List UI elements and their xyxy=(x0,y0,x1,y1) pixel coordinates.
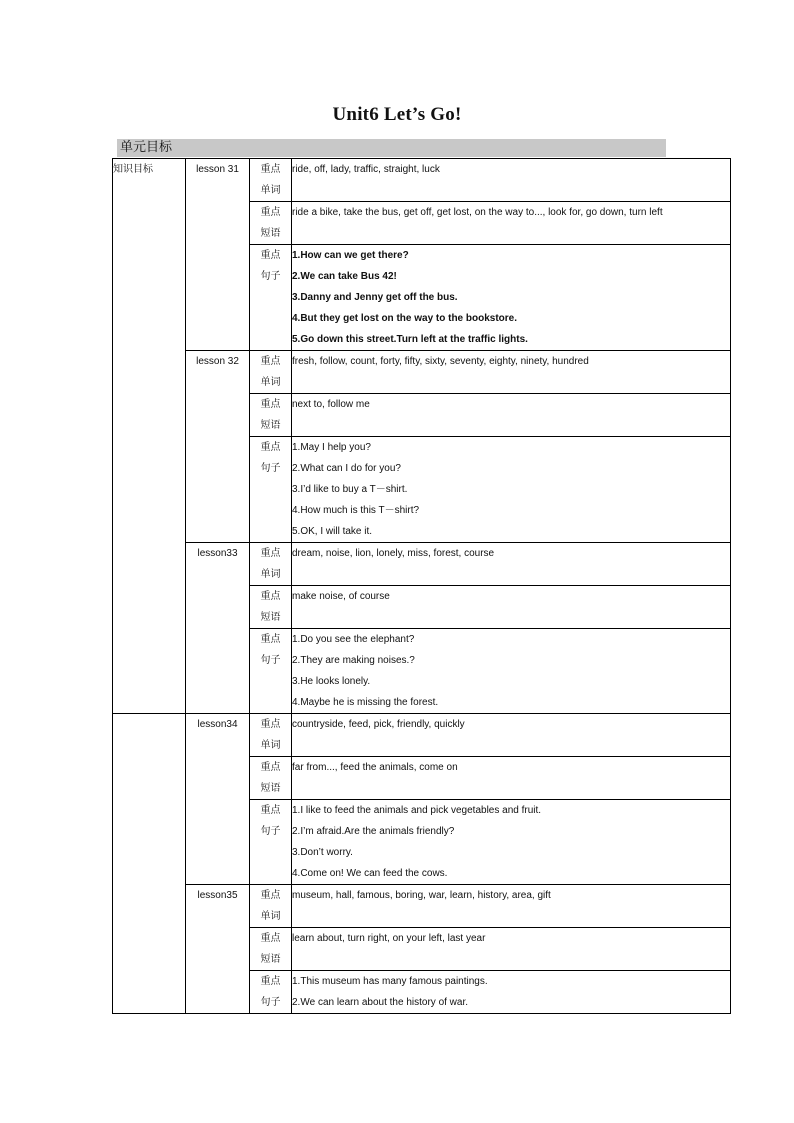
type-label-line: 单词 xyxy=(260,911,281,922)
type-label-sentences xyxy=(250,437,292,543)
type-label-line: 单词 xyxy=(260,185,281,196)
type-label-words xyxy=(250,543,292,586)
sentence-line: 5.OK, I will take it. xyxy=(292,526,373,537)
category-cell: 知识目标 xyxy=(113,159,186,714)
words-text: dream, noise, lion, lonely, miss, forest, course xyxy=(292,548,495,559)
words-text: countryside, feed, pick, friendly, quickly xyxy=(292,719,465,730)
content-words xyxy=(292,714,731,757)
sentence-line: 4.Maybe he is missing the forest. xyxy=(292,697,439,708)
sentence-line: 2.They are making noises.? xyxy=(292,655,415,666)
sentence-line: 2.I’m afraid.Are the animals friendly? xyxy=(292,826,455,837)
table-row xyxy=(113,159,731,202)
type-label-line: 重点 xyxy=(260,591,281,602)
type-label-words xyxy=(250,885,292,928)
type-label-line: 短语 xyxy=(260,420,281,431)
sentence-line: 3.He looks lonely. xyxy=(292,676,371,687)
content-sentences xyxy=(292,245,731,351)
type-label-line: 句子 xyxy=(260,463,281,474)
content-phrases xyxy=(292,928,731,971)
sentence-line: 1.I like to feed the animals and pick vegetables and fruit. xyxy=(292,805,542,816)
lesson-name: lesson 32 xyxy=(186,351,250,543)
category-cell-continued xyxy=(113,714,186,1014)
lesson-name: lesson35 xyxy=(186,885,250,1014)
type-label-line: 重点 xyxy=(260,164,281,175)
sentence-line: 4.Come on! We can feed the cows. xyxy=(292,868,448,879)
type-label-line: 单词 xyxy=(260,569,281,580)
phrases-text: ride a bike, take the bus, get off, get lost, on the way to..., look for, go down, turn left xyxy=(292,207,663,218)
sentence-line: 3.Danny and Jenny get off the bus. xyxy=(292,292,458,303)
table-row xyxy=(113,351,731,394)
sentence-line: 2.We can learn about the history of war. xyxy=(292,997,469,1008)
type-label-line: 重点 xyxy=(260,207,281,218)
sentence-line: 4.How much is this T－shirt? xyxy=(292,505,420,516)
table-row xyxy=(113,885,731,928)
phrases-text: far from..., feed the animals, come on xyxy=(292,762,458,773)
type-label-line: 重点 xyxy=(260,805,281,816)
type-label-line: 重点 xyxy=(260,933,281,944)
type-label-line: 重点 xyxy=(260,250,281,261)
type-label-sentences xyxy=(250,800,292,885)
table-row xyxy=(113,543,731,586)
type-label-phrases xyxy=(250,394,292,437)
type-label-line: 重点 xyxy=(260,634,281,645)
type-label-sentences xyxy=(250,245,292,351)
type-label-phrases xyxy=(250,586,292,629)
content-phrases xyxy=(292,394,731,437)
content-sentences xyxy=(292,971,731,1014)
phrases-text: next to, follow me xyxy=(292,399,370,410)
sentence-line: 1.May I help you? xyxy=(292,442,371,453)
type-label-sentences xyxy=(250,629,292,714)
sentence-line: 4.But they get lost on the way to the bookstore. xyxy=(292,313,518,324)
sentence-line: 1.This museum has many famous paintings. xyxy=(292,976,488,987)
section-header: 单元目标 xyxy=(117,139,666,157)
type-label-line: 句子 xyxy=(260,997,281,1008)
content-words xyxy=(292,885,731,928)
type-label-phrases xyxy=(250,202,292,245)
type-label-phrases xyxy=(250,757,292,800)
lesson-name: lesson34 xyxy=(186,714,250,885)
sentence-line: 3.I’d like to buy a T－shirt. xyxy=(292,484,408,495)
lesson-name: lesson 31 xyxy=(186,159,250,351)
type-label-words xyxy=(250,351,292,394)
sentence-line: 2.What can I do for you? xyxy=(292,463,401,474)
type-label-line: 单词 xyxy=(260,740,281,751)
sentence-line: 5.Go down this street.Turn left at the traffic lights. xyxy=(292,334,528,345)
table-row xyxy=(113,714,731,757)
type-label-line: 单词 xyxy=(260,377,281,388)
type-label-words xyxy=(250,159,292,202)
content-sentences xyxy=(292,437,731,543)
sentence-line: 2.We can take Bus 42! xyxy=(292,271,397,282)
type-label-line: 短语 xyxy=(260,612,281,623)
sentence-line: 3.Don’t worry. xyxy=(292,847,353,858)
lesson-name: lesson33 xyxy=(186,543,250,714)
type-label-line: 重点 xyxy=(260,719,281,730)
phrases-text: make noise, of course xyxy=(292,591,390,602)
content-phrases xyxy=(292,202,731,245)
sentence-line: 1.How can we get there? xyxy=(292,250,409,261)
type-label-phrases xyxy=(250,928,292,971)
page-title: Unit6 Let’s Go! xyxy=(332,104,462,125)
words-text: museum, hall, famous, boring, war, learn, history, area, gift xyxy=(292,890,551,901)
type-label-line: 重点 xyxy=(260,762,281,773)
type-label-line: 重点 xyxy=(260,356,281,367)
type-label-sentences xyxy=(250,971,292,1014)
type-label-line: 重点 xyxy=(260,442,281,453)
content-words xyxy=(292,543,731,586)
phrases-text: learn about, turn right, on your left, last year xyxy=(292,933,486,944)
words-text: ride, off, lady, traffic, straight, luck xyxy=(292,164,440,175)
content-phrases xyxy=(292,586,731,629)
words-text: fresh, follow, count, forty, fifty, sixty, seventy, eighty, ninety, hundred xyxy=(292,356,589,367)
sentence-line: 1.Do you see the elephant? xyxy=(292,634,415,645)
type-label-words xyxy=(250,714,292,757)
objectives-table xyxy=(112,158,731,1014)
content-sentences xyxy=(292,800,731,885)
type-label-line: 短语 xyxy=(260,954,281,965)
type-label-line: 短语 xyxy=(260,783,281,794)
type-label-line: 重点 xyxy=(260,399,281,410)
content-phrases xyxy=(292,757,731,800)
type-label-line: 句子 xyxy=(260,271,281,282)
content-sentences xyxy=(292,629,731,714)
type-label-line: 句子 xyxy=(260,826,281,837)
content-words xyxy=(292,351,731,394)
type-label-line: 重点 xyxy=(260,976,281,987)
type-label-line: 短语 xyxy=(260,228,281,239)
content-words xyxy=(292,159,731,202)
type-label-line: 重点 xyxy=(260,890,281,901)
type-label-line: 句子 xyxy=(260,655,281,666)
type-label-line: 重点 xyxy=(260,548,281,559)
